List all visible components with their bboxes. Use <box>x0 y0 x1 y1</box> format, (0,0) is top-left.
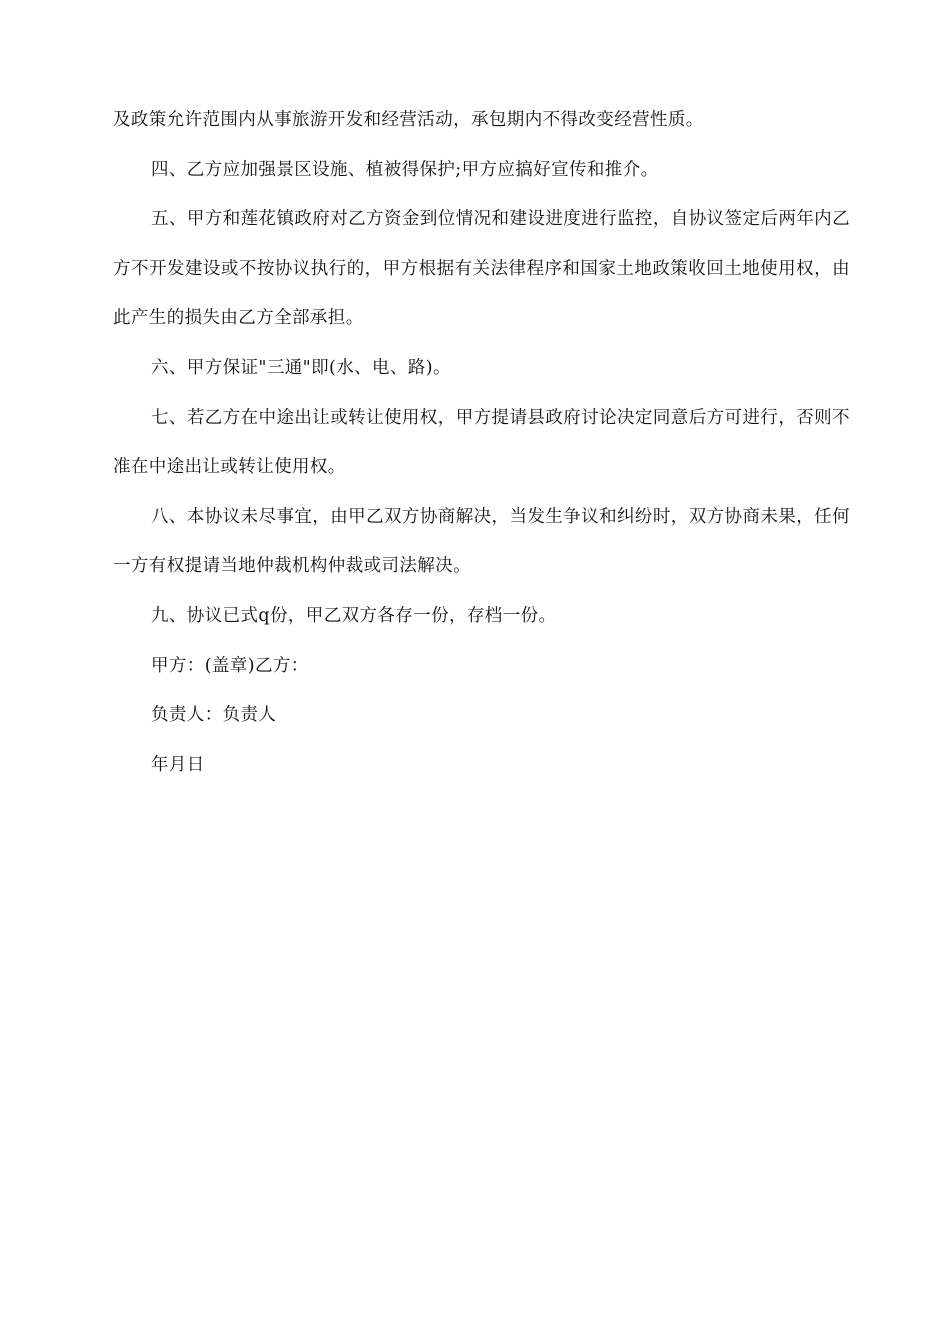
paragraph-clause-5: 五、甲方和莲花镇政府对乙方资金到位情况和建设进度进行监控，自协议签定后两年内乙方不开发建设或不按协议执行的，甲方根据有关法律程序和国家土地政策收回土地使用权，由此产生的损失由乙方全部承担。 <box>113 209 850 329</box>
paragraph-clause-8: 八、本协议未尽事宜，由甲乙双方协商解决，当发生争议和纠纷时，双方协商未果，任何一方有权提请当地仲裁机构仲裁或司法解决。 <box>113 506 850 577</box>
document-body <box>113 96 850 790</box>
signature-date-line: 年月日 <box>151 754 205 775</box>
paragraph-clause-9: 九、协议已式q份，甲乙双方各存一份，存档一份。 <box>151 605 557 626</box>
paragraph-clause-4: 四、乙方应加强景区设施、植被得保护;甲方应搞好宣传和推介。 <box>151 159 659 180</box>
signature-parties-line: 甲方：(盖章)乙方： <box>151 655 309 676</box>
signature-responsible-line: 负责人：负责人 <box>151 705 277 726</box>
paragraph-clause-7: 七、若乙方在中途出让或转让使用权，甲方提请县政府讨论决定同意后方可进行，否则不准在中途出让或转让使用权。 <box>113 407 850 478</box>
paragraph-clause-6: 六、甲方保证"三通"即(水、电、路)。 <box>151 357 451 378</box>
paragraph-scope-continuation: 及政策允许范围内从事旅游开发和经营活动，承包期内不得改变经营性质。 <box>113 110 704 130</box>
